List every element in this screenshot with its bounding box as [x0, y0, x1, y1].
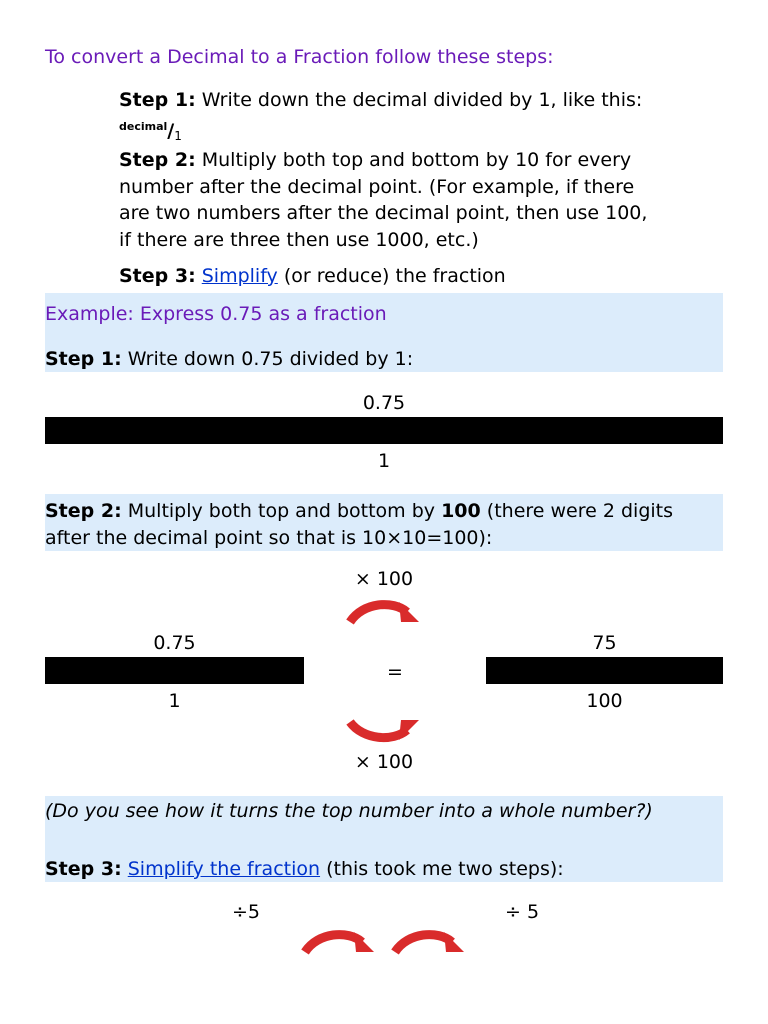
step-1: [119, 87, 679, 149]
curved-arrow-icon: [390, 926, 468, 956]
fraction-slash: /: [167, 119, 175, 142]
example-title: Example: Express 0.75 as a fraction: [45, 303, 387, 325]
step-1-label: Step 1:: [119, 89, 196, 111]
fraction-right-denominator: 100: [586, 690, 623, 712]
step-2-text: Multiply both top and bottom by 10 for every number after the decimal point. (For example, if there are two numbers after the decimal point, then use 100, if there are three then use 1000, etc.): [119, 149, 648, 251]
example-step-2-text-a: Multiply both top and bottom by: [121, 500, 442, 522]
equals-sign: =: [387, 661, 403, 683]
multiply-bottom-label: × 100: [354, 751, 414, 773]
example-step-2-label: Step 2:: [45, 500, 122, 522]
example-step-3: [45, 858, 564, 880]
whole-number-question: (Do you see how it turns the top number into a whole number?): [45, 800, 653, 822]
fraction-numerator-word: decimal: [119, 119, 168, 133]
example-step-1: [45, 348, 413, 370]
curved-arrow-icon: [345, 716, 423, 746]
divide-right-label: ÷ 5: [505, 901, 540, 923]
step-3-label: Step 3:: [119, 265, 196, 287]
fraction-left-bar: [45, 657, 304, 684]
simplify-the-fraction-link[interactable]: Simplify the fraction: [127, 858, 321, 880]
step-3: [119, 263, 679, 290]
fraction-left-numerator: 0.75: [153, 632, 196, 654]
example-step-3-band: [45, 796, 723, 882]
example-band: [45, 293, 723, 372]
multiplier-value: 100: [441, 500, 481, 522]
fraction-1-numerator: 0.75: [362, 392, 406, 414]
example-step-2-band: [45, 494, 723, 551]
example-step-3-text: (this took me two steps):: [320, 858, 564, 880]
example-step-2-text-b: (there were 2 digits after the decimal point so that is 10×10=100):: [45, 500, 674, 549]
fraction-left-denominator: 1: [168, 690, 181, 712]
fraction-right-bar: [486, 657, 723, 684]
curved-arrow-icon: [345, 596, 423, 626]
step-2-label: Step 2:: [119, 149, 196, 171]
step-3-text: (or reduce) the fraction: [277, 265, 506, 287]
fraction-1-bar: [45, 417, 723, 444]
fraction-1-denominator: 1: [377, 450, 391, 472]
example-step-3-label: Step 3:: [45, 858, 122, 880]
step-1-text: Write down the decimal divided by 1, like this:: [195, 89, 643, 111]
example-step-1-text: Write down 0.75 divided by 1:: [121, 348, 414, 370]
intro-heading: To convert a Decimal to a Fraction follow these steps:: [45, 46, 554, 68]
multiply-top-label: × 100: [354, 568, 414, 590]
simplify-link[interactable]: Simplify: [201, 265, 278, 287]
example-step-2: [45, 498, 723, 552]
fraction-right-numerator: 75: [592, 632, 617, 654]
example-step-1-label: Step 1:: [45, 348, 122, 370]
curved-arrow-icon: [300, 926, 378, 956]
fraction-denominator: 1: [174, 128, 182, 143]
step-2: [119, 147, 659, 253]
divide-left-label: ÷5: [232, 901, 261, 923]
